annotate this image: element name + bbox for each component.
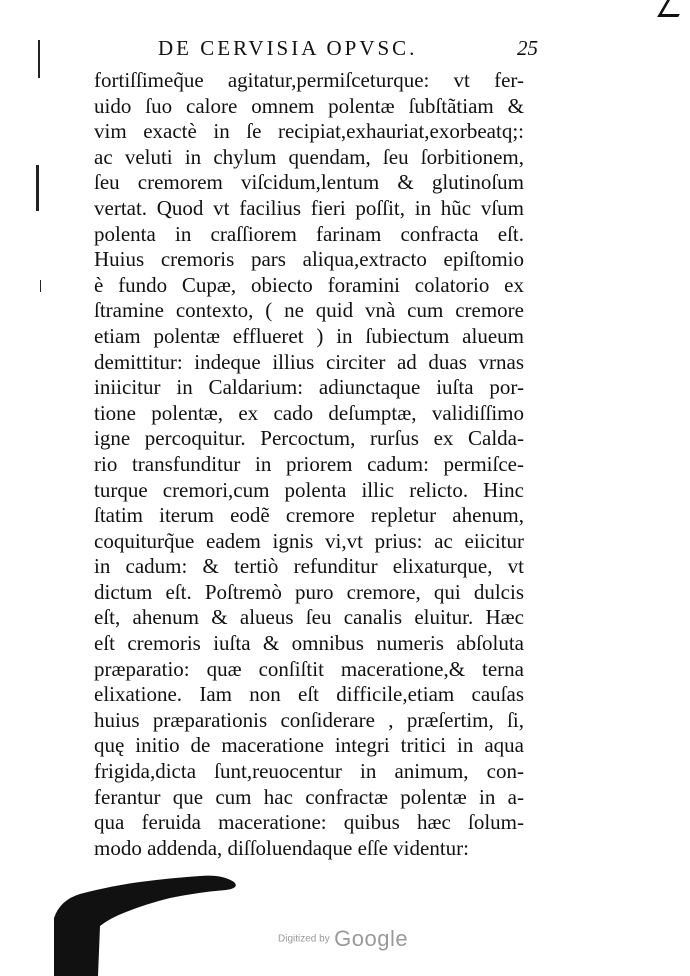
text-line: qua feruida maceratione: quibus hæc ſolum- bbox=[94, 810, 524, 835]
text-line: ferantur que cum hac confractæ polentæ in a- bbox=[94, 784, 524, 809]
text-line: ac veluti in chylum quendam, ſeu ſorbitionem, bbox=[94, 144, 524, 169]
text-line: rio transfunditur in priorem cadum: permiſce- bbox=[94, 451, 524, 476]
text-line: è fundo Cupæ, obiecto foramini colatorio ex bbox=[94, 272, 524, 297]
margin-ink-mark bbox=[38, 40, 40, 78]
text-line: vertat. Quod vt facilius fieri poſſit, in hũc vſum bbox=[94, 195, 524, 220]
text-line: elixatione. Iam non eſt difficile,etiam cauſas bbox=[94, 682, 524, 707]
text-line: coquiturq̃ue eadem ignis vi,vt prius: ac eiicitur bbox=[94, 528, 524, 553]
text-line: Huius cremoris pars aliqua,extracto epiſtomio bbox=[94, 247, 524, 272]
text-line: ſtatim iterum eodẽ cremore repletur ahenum, bbox=[94, 503, 524, 528]
margin-ink-mark bbox=[36, 165, 39, 211]
text-line: vim exactè in ſe recipiat,exhauriat,exorbeatq;: bbox=[94, 119, 524, 144]
watermark-prefix: Digitized by bbox=[278, 933, 330, 945]
page-header bbox=[158, 34, 538, 70]
margin-ink-mark bbox=[40, 280, 41, 292]
text-line: in cadum: & tertiò refunditur elixaturque, vt bbox=[94, 554, 524, 579]
text-line: etiam polentæ efflueret ) in ſubiectum alueum bbox=[94, 323, 524, 348]
text-line: iniicitur in Caldarium: adiunctaque iuſta por- bbox=[94, 375, 524, 400]
text-line: tione polentæ, ex cado deſumptæ, validiſſimo bbox=[94, 400, 524, 425]
google-logo-text: Google bbox=[334, 926, 409, 951]
text-line: huius præparationis conſiderare , præſertim, ſi, bbox=[94, 707, 524, 732]
text-line: fortiſſimeq̃ue agitatur,permiſceturque: vt fer- bbox=[94, 68, 524, 92]
text-line: eſt, ahenum & alueus ſeu canalis eluitur. Hæc bbox=[94, 605, 524, 630]
text-line: præparatio: quæ conſiſtit maceratione,& terna bbox=[94, 656, 524, 681]
text-line: turque cremori,cum polenta illic relicto. Hinc bbox=[94, 477, 524, 502]
text-line: quę initio de maceratione integri tritici in aqua bbox=[94, 733, 524, 758]
text-line: modo addenda, diſſoluendaque eſſe videntur: bbox=[94, 835, 469, 860]
running-title: DE CERVISIA OPVSC. bbox=[158, 36, 418, 60]
corner-fold-mark bbox=[657, 0, 688, 17]
digitized-watermark bbox=[278, 926, 408, 952]
text-line: eſt cremoris iuſta & omnibus numeris abſoluta bbox=[94, 631, 524, 656]
text-line: uido ſuo calore omnem polentæ ſubſtãtiam & bbox=[94, 93, 524, 118]
ink-blot-mark bbox=[50, 860, 260, 976]
text-line: dictum eſt. Poſtremò puro cremore, qui dulcis bbox=[94, 579, 524, 604]
text-line: polenta in craſſiorem farinam confracta eſt. bbox=[94, 221, 524, 246]
page-number: 25 bbox=[517, 36, 538, 60]
text-line: ſeu cremorem viſcidum,lentum & glutinoſum bbox=[94, 170, 524, 195]
text-line: demittitur: indeque illius circiter ad duas vrnas bbox=[94, 349, 524, 374]
text-line: igne percoquitur. Percoctum, rurſus ex Calda- bbox=[94, 426, 524, 451]
text-line: ſtramine contexto, ( ne quid vnà cum cremore bbox=[94, 298, 524, 323]
body-text bbox=[94, 68, 524, 861]
text-line: frigida,dicta ſunt,reuocentur in animum, con- bbox=[94, 759, 524, 784]
